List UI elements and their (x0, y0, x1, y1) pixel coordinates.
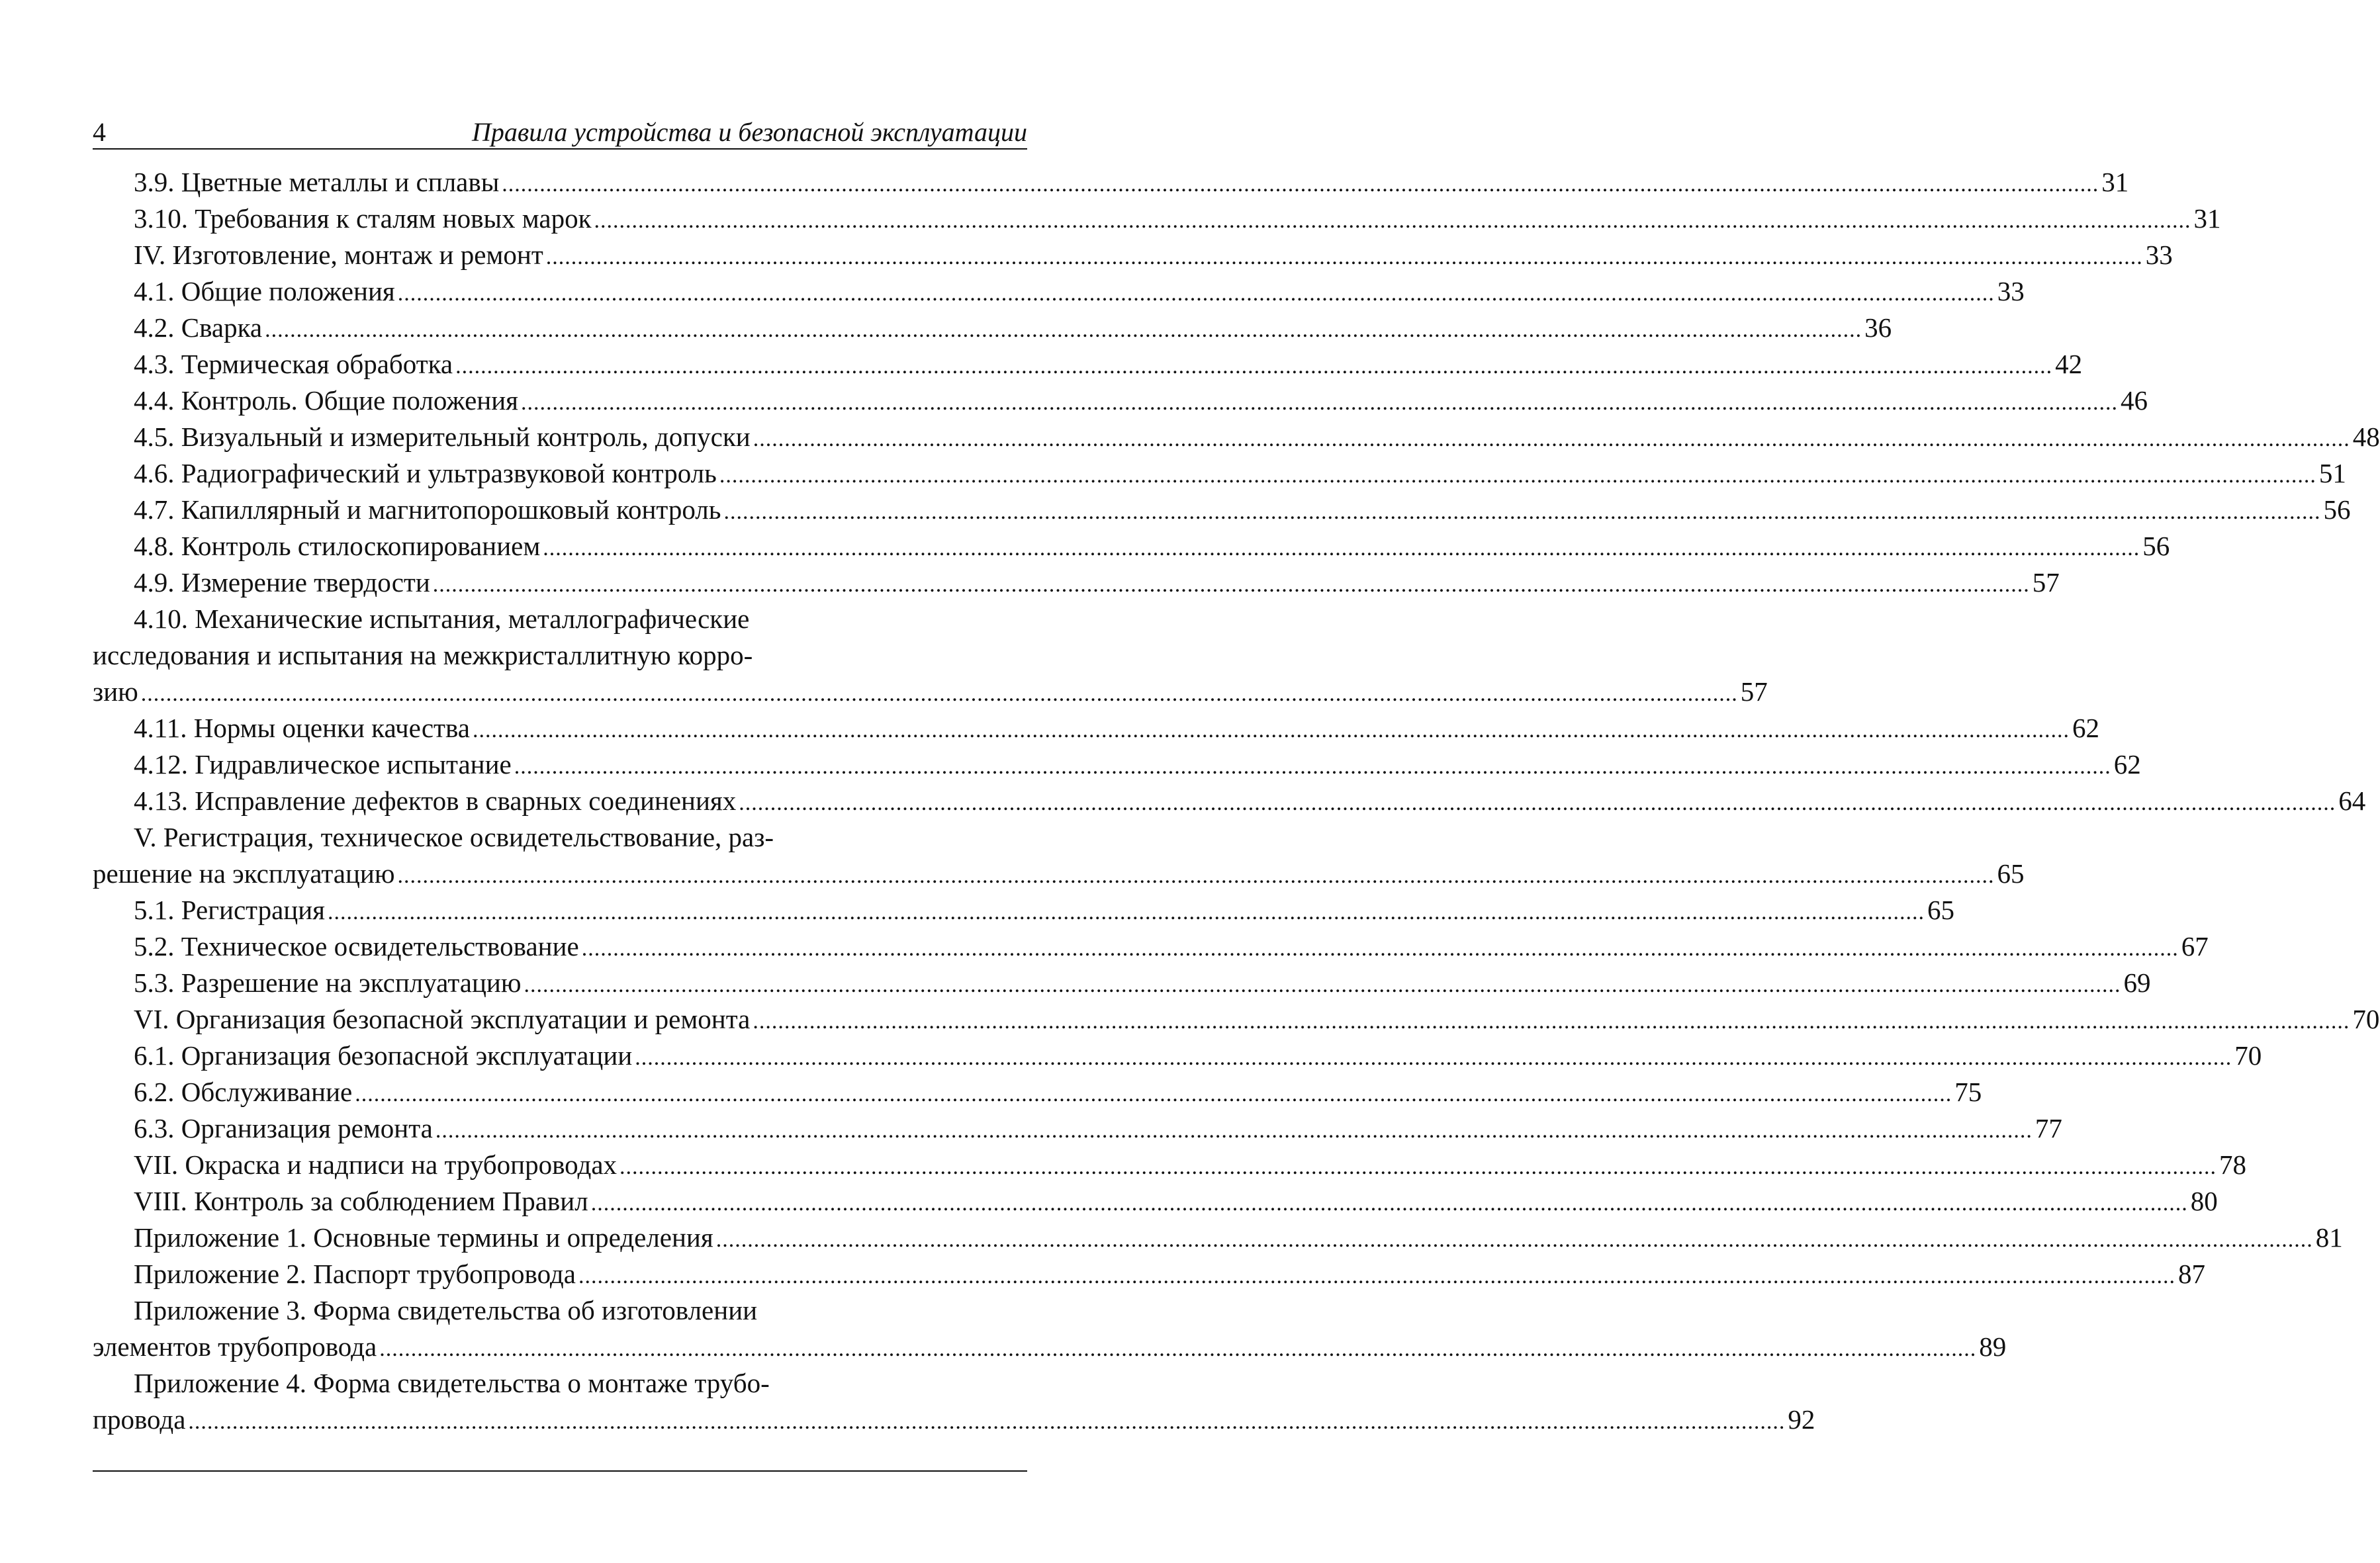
toc-entry-title: 4.12. Гидравлическое испытание (134, 749, 512, 780)
dot-leader (521, 384, 2118, 421)
page-number: 4 (93, 117, 106, 147)
toc-entry-line (93, 273, 2025, 310)
dot-leader (543, 530, 2140, 566)
toc-entry-title: 4.6. Радиографический и ультразвуковой контроль (134, 458, 717, 488)
toc-page-number: 77 (2035, 1113, 2062, 1143)
dot-leader (619, 1149, 2217, 1185)
toc-entry-line (93, 1402, 1815, 1438)
dot-leader (379, 1331, 1976, 1367)
toc-entry-line (93, 710, 2099, 746)
toc-entry-title: провода (93, 1404, 186, 1435)
toc-entry-title: VI. Организация безопасной эксплуатации и ремонта (134, 1004, 751, 1034)
toc-entry-line (93, 1329, 2007, 1365)
toc-entry-title: VIII. Контроль за соблюдением Правил (134, 1186, 588, 1216)
toc-entry-title: Приложение 4. Форма свидетельства о монтаже трубо- (134, 1368, 770, 1398)
toc-entry-line (93, 201, 2221, 237)
dot-leader (591, 1185, 2188, 1222)
toc-page-number: 57 (1740, 676, 1768, 707)
toc-entry-line (93, 856, 2025, 892)
running-title: Правила устройства и безопасной эксплуатации (472, 117, 1027, 147)
toc-page-number: 81 (2315, 1222, 2343, 1253)
toc-entry-line (93, 346, 2083, 382)
toc-page-number: 36 (1864, 312, 1892, 343)
toc-entry-line (93, 892, 1955, 928)
toc-entry-title: 4.7. Капиллярный и магнитопорошковый контроль (134, 494, 721, 525)
toc-entry-line (93, 382, 2148, 419)
toc-entry-title: Приложение 3. Форма свидетельства об изготовлении (134, 1295, 758, 1325)
toc-entry-line (93, 1147, 2247, 1183)
toc-entry-title: исследования и испытания на межкристаллитную корро- (93, 640, 753, 670)
toc-entry-line (93, 965, 2151, 1001)
toc-entry-title: 4.11. Нормы оценки качества (134, 713, 470, 743)
dot-leader (398, 275, 1995, 312)
toc-entry-line (93, 419, 2380, 455)
toc-entry-title: 4.8. Контроль стилоскопированием (134, 531, 541, 561)
toc-entry-title: V. Регистрация, техническое освидетельствование, раз- (134, 822, 774, 852)
dot-leader (473, 712, 2070, 748)
toc-entry-title: 5.2. Техническое освидетельствование (134, 931, 579, 961)
toc-entry-line (93, 601, 1027, 637)
toc-entry-title: 4.3. Термическая обработка (134, 349, 453, 379)
dot-leader (265, 312, 1862, 348)
toc-page-number: 78 (2219, 1149, 2247, 1180)
dot-leader (141, 676, 1738, 712)
toc-page-number: 31 (2193, 203, 2221, 234)
toc-entry-line (93, 237, 2173, 273)
dot-leader (578, 1258, 2175, 1294)
toc-entry-line (93, 528, 2170, 564)
dot-leader (188, 1404, 1785, 1440)
toc-entry-title: 3.9. Цветные металлы и сплавы (134, 167, 500, 197)
toc-entry-title: решение на эксплуатацию (93, 858, 395, 889)
toc-entry-title: 5.1. Регистрация (134, 895, 326, 925)
toc-page-number: 57 (2032, 567, 2060, 598)
toc-page-number: 62 (2072, 713, 2099, 743)
dot-leader (723, 494, 2320, 530)
toc-entry-title: 4.2. Сварка (134, 312, 263, 343)
toc-entry-line (93, 1256, 2205, 1292)
toc-entry-line (93, 819, 1027, 856)
toc-entry-title: Приложение 2. Паспорт трубопровода (134, 1259, 576, 1289)
toc-page-number: 92 (1788, 1404, 1815, 1435)
dot-leader (328, 894, 1925, 930)
dot-leader (719, 457, 2316, 494)
toc-entry-title: 4.4. Контроль. Общие положения (134, 385, 519, 416)
toc-entry-line (93, 1110, 2062, 1147)
toc-entry-title: 4.1. Общие положения (134, 276, 395, 306)
toc-entry-line (93, 455, 2346, 492)
dot-leader (635, 1040, 2232, 1076)
toc-entry-line (93, 492, 2351, 528)
dot-leader (739, 785, 2336, 821)
toc-page-number: 64 (2338, 785, 2366, 816)
dot-leader (716, 1222, 2313, 1258)
toc-entry-line (93, 928, 2209, 965)
toc-page-number: 70 (2352, 1004, 2380, 1034)
toc-entry-line (93, 1220, 2343, 1256)
toc-page-number: 62 (2113, 749, 2141, 780)
toc-entry-line (93, 310, 1892, 346)
dot-leader (514, 748, 2111, 785)
toc-entry-title: элементов трубопровода (93, 1331, 377, 1362)
footer-rule (93, 1470, 1027, 1472)
dot-leader (435, 1112, 2033, 1149)
toc-page-number: 33 (1997, 276, 2025, 306)
dot-leader (398, 858, 1995, 894)
dot-leader (355, 1076, 1952, 1112)
header-rule (93, 148, 1027, 150)
dot-leader (753, 1003, 2350, 1040)
dot-leader (433, 566, 2030, 603)
toc-page-number: 51 (2318, 458, 2346, 488)
dot-leader (502, 166, 2099, 202)
toc-page-number: 46 (2121, 385, 2148, 416)
toc-page-number: 75 (1954, 1077, 1982, 1107)
toc-page-number: 70 (2234, 1040, 2262, 1071)
toc-page-number: 87 (2177, 1259, 2205, 1289)
toc-page-number: 80 (2190, 1186, 2218, 1216)
toc-entry-line (93, 164, 2129, 201)
toc-page-number: 65 (1927, 895, 1955, 925)
toc-entry-title: зию (93, 676, 138, 707)
toc-entry-line (93, 1183, 2218, 1220)
toc-entry-title: 6.3. Организация ремонта (134, 1113, 433, 1143)
toc-page-number: 69 (2123, 967, 2151, 998)
toc-entry-line (93, 746, 2141, 783)
toc-entry-title: Приложение 1. Основные термины и определения (134, 1222, 713, 1253)
toc-page-number: 31 (2101, 167, 2129, 197)
toc-entry-title: 4.5. Визуальный и измерительный контроль, допуски (134, 422, 751, 452)
toc-entry-title: 3.10. Требования к сталям новых марок (134, 203, 592, 234)
toc-entry-line (93, 674, 1768, 710)
toc-entry-title: 4.9. Измерение твердости (134, 567, 430, 598)
toc-entry-line (93, 564, 2060, 601)
toc-entry-title: 4.10. Механические испытания, металлографические (134, 603, 750, 634)
toc-entry-line (93, 1365, 1027, 1402)
toc-entry-title: IV. Изготовление, монтаж и ремонт (134, 240, 543, 270)
toc-entry-line (93, 637, 1027, 674)
dot-leader (455, 348, 2052, 384)
toc-page-number: 33 (2145, 240, 2173, 270)
toc-page-number: 56 (2142, 531, 2170, 561)
toc-page-number: 89 (1979, 1331, 2007, 1362)
table-of-contents (93, 164, 2380, 1438)
running-header (93, 111, 1027, 150)
toc-page-number: 67 (2181, 931, 2209, 961)
toc-entry-line (93, 783, 2366, 819)
dot-leader (594, 202, 2191, 239)
dot-leader (546, 239, 2143, 275)
toc-entry-title: 6.2. Обслуживание (134, 1077, 353, 1107)
dot-leader (753, 421, 2350, 457)
toc-entry-line (93, 1001, 2380, 1038)
dot-leader (582, 930, 2179, 967)
toc-entry-line (93, 1292, 1027, 1329)
toc-entry-title: 6.1. Организация безопасной эксплуатации (134, 1040, 633, 1071)
dot-leader (524, 967, 2121, 1003)
toc-entry-title: 4.13. Исправление дефектов в сварных соединениях (134, 785, 737, 816)
toc-page-number: 48 (2352, 422, 2380, 452)
toc-entry-line (93, 1074, 1982, 1110)
toc-page-number: 56 (2323, 494, 2351, 525)
toc-page-number: 65 (1997, 858, 2025, 889)
toc-entry-title: VII. Окраска и надписи на трубопроводах (134, 1149, 618, 1180)
toc-entry-line (93, 1038, 2262, 1074)
toc-page-number: 42 (2055, 349, 2083, 379)
toc-entry-title: 5.3. Разрешение на эксплуатацию (134, 967, 522, 998)
